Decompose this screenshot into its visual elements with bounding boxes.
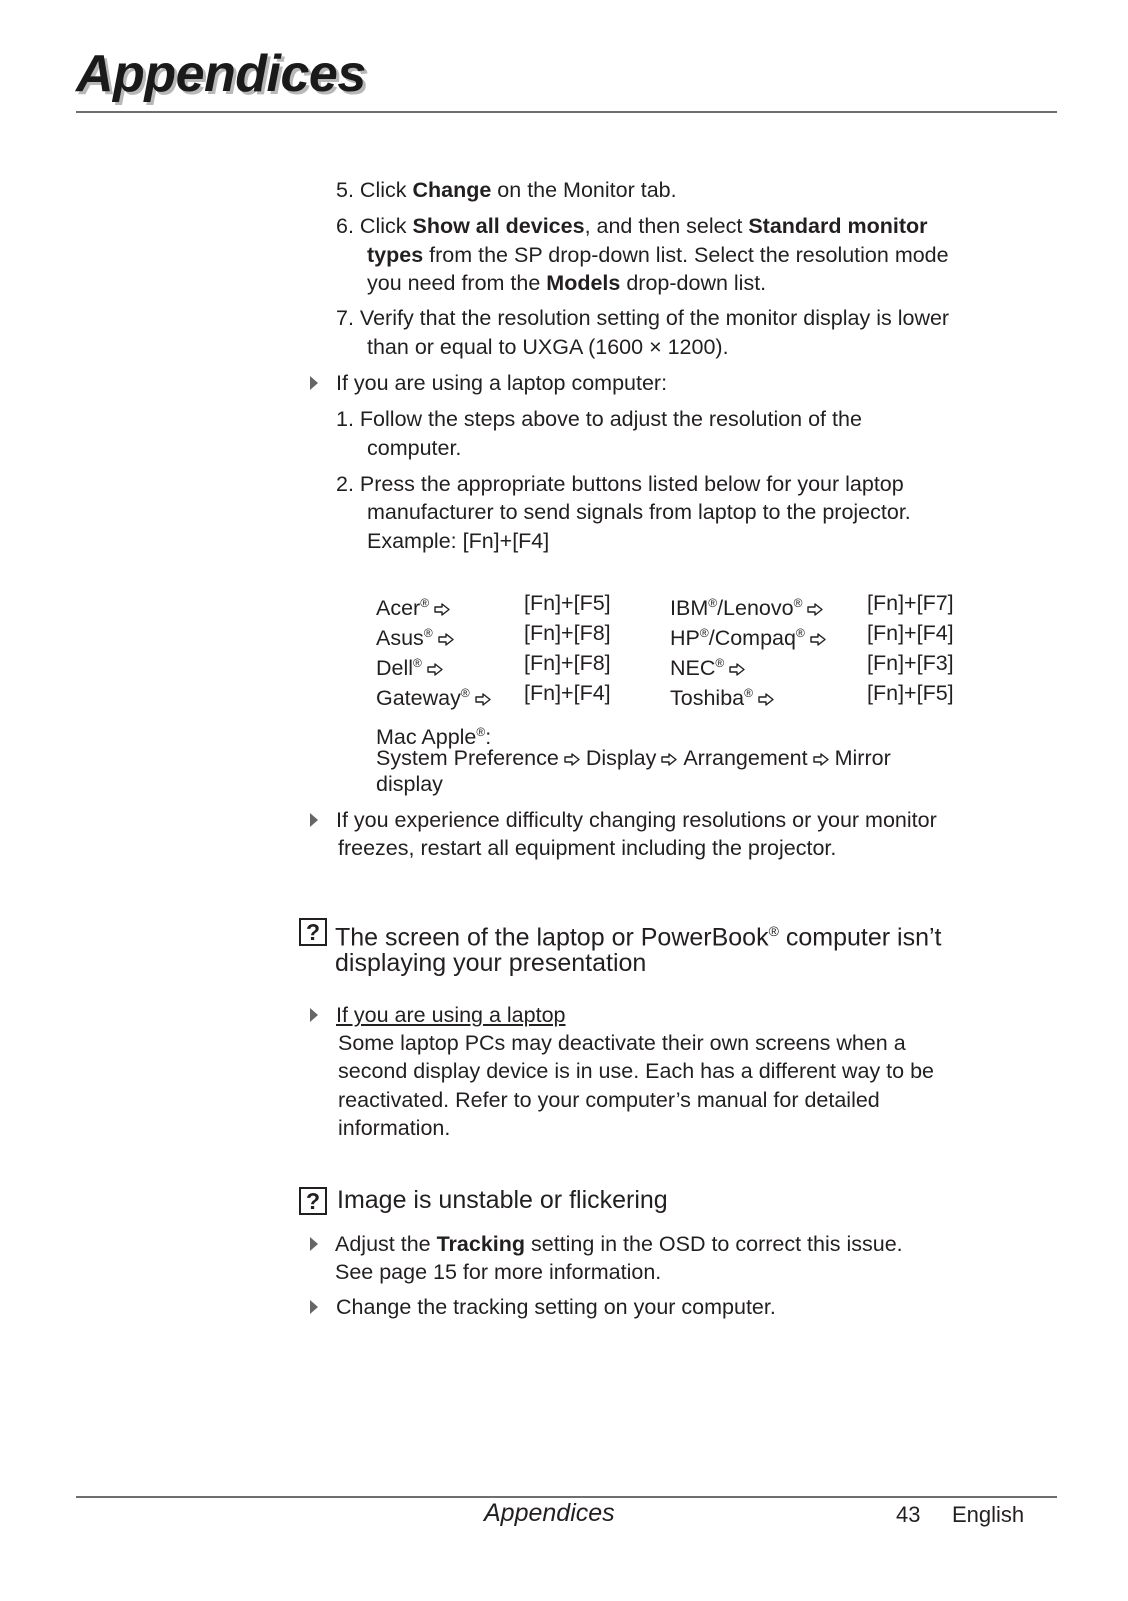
header-rule xyxy=(76,111,1057,113)
key-combo: [Fn]+[F3] xyxy=(867,651,954,675)
right-arrow-icon xyxy=(564,753,581,766)
right-arrow-icon xyxy=(758,693,775,706)
key-brand-hp-compaq: HP®/Compaq® xyxy=(670,619,827,653)
key-brand-dell: Dell® xyxy=(376,649,444,683)
step-2: 2. Press the appropriate buttons listed below for your laptop xyxy=(336,472,904,496)
right-arrow-icon xyxy=(434,603,451,616)
step-5: 5. Click Change on the Monitor tab. xyxy=(336,178,677,202)
bullet-difficulty-line-2: freezes, restart all equipment including the projector. xyxy=(338,836,837,860)
powerbook-body-line: reactivated. Refer to your computer’s manual for detailed xyxy=(338,1088,880,1112)
step-1-line-2: computer. xyxy=(367,436,462,460)
footer-language: English xyxy=(952,1502,1025,1527)
key-combo: [Fn]+[F4] xyxy=(524,681,611,705)
bullet-tracking: Adjust the Tracking setting in the OSD to correct this issue. xyxy=(335,1232,903,1256)
right-arrow-icon xyxy=(427,663,444,676)
page-title: Appendices xyxy=(76,45,366,103)
key-brand-acer: Acer® xyxy=(376,589,451,623)
bullet-triangle-icon xyxy=(310,813,318,827)
powerbook-body-line: information. xyxy=(338,1116,451,1140)
key-brand-toshiba: Toshiba® xyxy=(670,679,775,713)
section-heading-powerbook: The screen of the laptop or PowerBook® computer isn’t xyxy=(335,923,942,952)
section-heading-flicker: Image is unstable or flickering xyxy=(337,1186,668,1214)
mac-label: Mac Apple®: xyxy=(376,725,492,750)
step-6-line-3: you need from the Models drop-down list. xyxy=(367,271,767,295)
step-6: 6. Click Show all devices, and then select Standard monitor xyxy=(336,214,928,238)
step-7-line-2: than or equal to UXGA (1600 × 1200). xyxy=(367,335,729,359)
key-combo: [Fn]+[F7] xyxy=(867,591,954,615)
footer-rule xyxy=(76,1496,1057,1498)
right-arrow-icon xyxy=(807,603,824,616)
bullet-laptop: If you are using a laptop computer: xyxy=(336,371,668,395)
footer-section: Appendices xyxy=(484,1499,615,1527)
bullet-change-tracking: Change the tracking setting on your computer. xyxy=(336,1295,776,1319)
right-arrow-icon xyxy=(475,693,492,706)
powerbook-body-line: Some laptop PCs may deactivate their own screens when a xyxy=(338,1031,906,1055)
bullet-triangle-icon xyxy=(310,376,318,390)
step-6-line-2: types from the SP drop-down list. Select the resolution mode xyxy=(367,243,949,267)
step-2-line-3: Example: [Fn]+[F4] xyxy=(367,529,550,553)
bullet-triangle-icon xyxy=(310,1300,318,1314)
key-combo: [Fn]+[F4] xyxy=(867,621,954,645)
page-number: 43 xyxy=(896,1502,921,1527)
step-1: 1. Follow the steps above to adjust the resolution of the xyxy=(336,407,862,431)
key-brand-nec: NEC® xyxy=(670,649,746,683)
bullet-triangle-icon xyxy=(310,1237,318,1251)
key-brand-asus: Asus® xyxy=(376,619,455,653)
right-arrow-icon xyxy=(810,633,827,646)
bullet-difficulty: If you experience difficulty changing resolutions or your monitor xyxy=(336,808,937,832)
right-arrow-icon xyxy=(729,663,746,676)
powerbook-body-line: second display device is in use. Each has a different way to be xyxy=(338,1059,934,1083)
bullet-tracking-line-2: See page 15 for more information. xyxy=(335,1260,662,1284)
step-7: 7. Verify that the resolution setting of the monitor display is lower xyxy=(336,306,950,330)
right-arrow-icon xyxy=(813,753,830,766)
mac-path-line-2: display xyxy=(376,772,443,796)
right-arrow-icon xyxy=(438,633,455,646)
section-heading-powerbook-line-2: displaying your presentation xyxy=(335,949,647,977)
question-icon: ? xyxy=(299,1187,327,1215)
key-brand-ibm-lenovo: IBM®/Lenovo® xyxy=(670,589,824,623)
mac-path: System Preference Display Arrangement Mirror xyxy=(376,746,891,770)
bullet-heading-laptop: If you are using a laptop xyxy=(336,1003,566,1027)
key-combo: [Fn]+[F5] xyxy=(524,591,611,615)
bullet-triangle-icon xyxy=(310,1008,318,1022)
question-icon: ? xyxy=(299,918,327,946)
key-combo: [Fn]+[F8] xyxy=(524,651,611,675)
key-combo: [Fn]+[F8] xyxy=(524,621,611,645)
key-brand-gateway: Gateway® xyxy=(376,679,492,713)
key-combo: [Fn]+[F5] xyxy=(867,681,954,705)
step-2-line-2: manufacturer to send signals from laptop to the projector. xyxy=(367,500,911,524)
right-arrow-icon xyxy=(661,753,678,766)
